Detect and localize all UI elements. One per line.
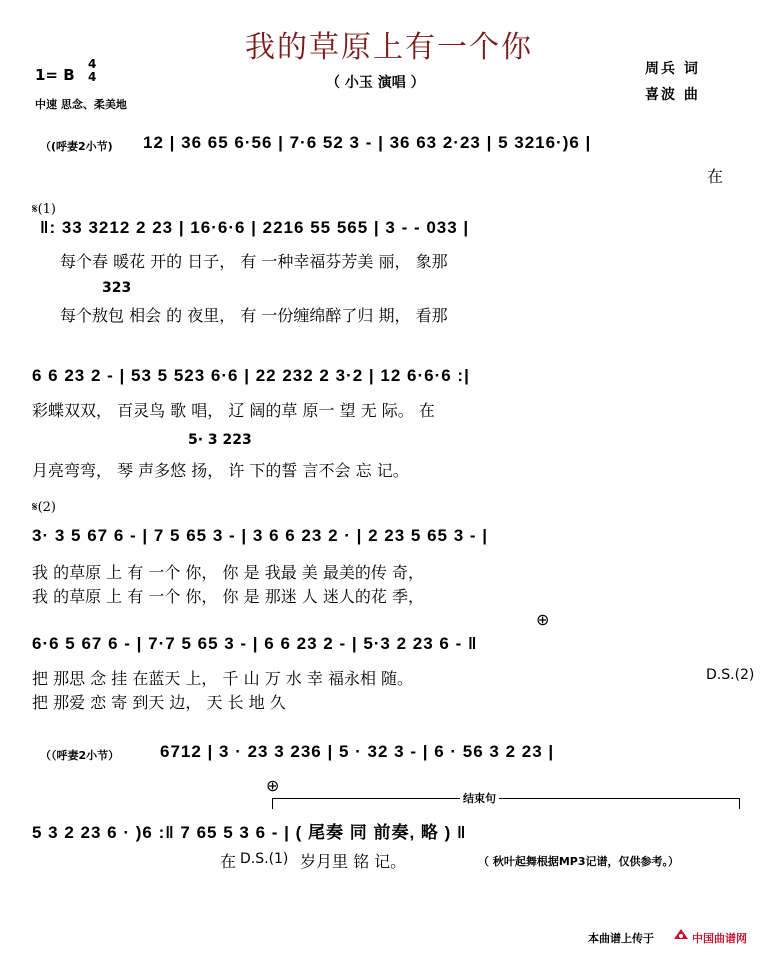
lyricist-credit: 周兵 词 xyxy=(645,61,700,77)
singer-credit: （ 小玉 演唱 ） xyxy=(326,75,425,91)
lyric-line-4b: 我 的草原 上 有 一个 你， 你 是 那迷 人 迷人的花 季， xyxy=(32,587,424,606)
ds-2-marking: D.S.(2) xyxy=(706,667,755,683)
time-numerator: 4 xyxy=(88,57,97,71)
score-line-1: 12 | 36 65 6·56 | 7·6 52 3 - | 36 63 2·23 | 5 3216·)6 | xyxy=(143,133,592,152)
score-line-7: 5 3 2 23 6 · )6 :‖ 7 65 5 3 6 - | ( 尾奏 同 前奏, 略 ) ‖ xyxy=(32,823,467,842)
lyric-line-5a: 把 那思 念 挂 在蓝天 上， 千 山 万 水 幸 福永相 随。 xyxy=(32,669,414,688)
ending-label: 结束句 xyxy=(460,790,499,806)
lyric-line-3b: 月亮弯弯， 琴 声多悠 扬， 许 下的誓 言不会 忘 记。 xyxy=(32,461,409,480)
key-signature: 1= B xyxy=(35,66,75,84)
segno-2: 𝄋(2) xyxy=(32,500,57,515)
transcription-note: （ 秋叶起舞根据MP3记谱，仅供参考。） xyxy=(478,855,679,868)
ds-1-marking: D.S.(1) xyxy=(240,851,289,867)
composer-credit: 喜波 曲 xyxy=(645,87,700,103)
lyric-line-7-c: 岁月里 铭 记。 xyxy=(300,852,407,871)
grace-notes-3: 5· 3 223 xyxy=(188,432,252,448)
lyric-line-2b: 每个敖包 相会 的 夜里， 有 一份缠绵醉了归 期， 看那 xyxy=(60,306,448,325)
score-line-2: ‖: 33 3212 2 23 | 16·6·6 | 2216 55 565 | 3 - - 033 | xyxy=(40,218,470,237)
lyric-line-4a: 我 的草原 上 有 一个 你， 你 是 我最 美 最美的传 奇， xyxy=(32,563,424,582)
score-line-3: 6 6 23 2 - | 53 5 523 6·6 | 22 232 2 3·2 | 12 6·6·6 :| xyxy=(32,366,470,385)
lyric-line-2a: 每个春 暖花 开的 日子， 有 一种幸福芬芳美 丽， 象那 xyxy=(60,252,448,271)
site-logo-icon xyxy=(672,927,690,941)
score-line-5: 6·6 5 67 6 - | 7·7 5 65 3 - | 6 6 23 2 - | 5·3 2 23 6 - ‖ xyxy=(32,634,478,653)
tempo-marking: 中速 思念、柔美地 xyxy=(35,98,127,111)
coda-sign-end: ⊕ xyxy=(266,776,280,795)
coda-sign: ⊕ xyxy=(536,610,550,629)
upload-note: 本曲谱上传于 xyxy=(588,932,654,945)
score-line-4: 3· 3 5 67 6 - | 7 5 65 3 - | 3 6 6 23 2 · | 2 23 5 65 3 - | xyxy=(32,526,489,545)
lyric-line-1: 在 xyxy=(707,167,724,186)
lyric-line-7-a: 在 xyxy=(220,852,237,871)
intro-label: （(呼妻2小节) xyxy=(40,140,113,153)
time-signature xyxy=(88,58,96,84)
site-brand[interactable]: 中国曲谱网 xyxy=(692,932,747,945)
score-line-6: 6712 | 3 · 23 3 236 | 5 · 32 3 - | 6 · 56 3 2 23 | xyxy=(160,742,555,761)
song-title: 我的草原上有一个你 xyxy=(245,30,533,65)
lyric-line-3a: 彩蝶双双， 百灵鸟 歌 唱， 辽 阔的草 原一 望 无 际。 在 xyxy=(32,401,435,420)
lyric-line-5b: 把 那爱 恋 寄 到天 边， 天 长 地 久 xyxy=(32,693,286,712)
ending-bracket xyxy=(272,798,740,809)
grace-notes-2: 323 xyxy=(102,280,132,296)
time-denominator: 4 xyxy=(88,70,97,84)
segno-1: 𝄋(1) xyxy=(32,202,57,217)
interlude-label: （（呼妻2小节） xyxy=(40,749,120,762)
